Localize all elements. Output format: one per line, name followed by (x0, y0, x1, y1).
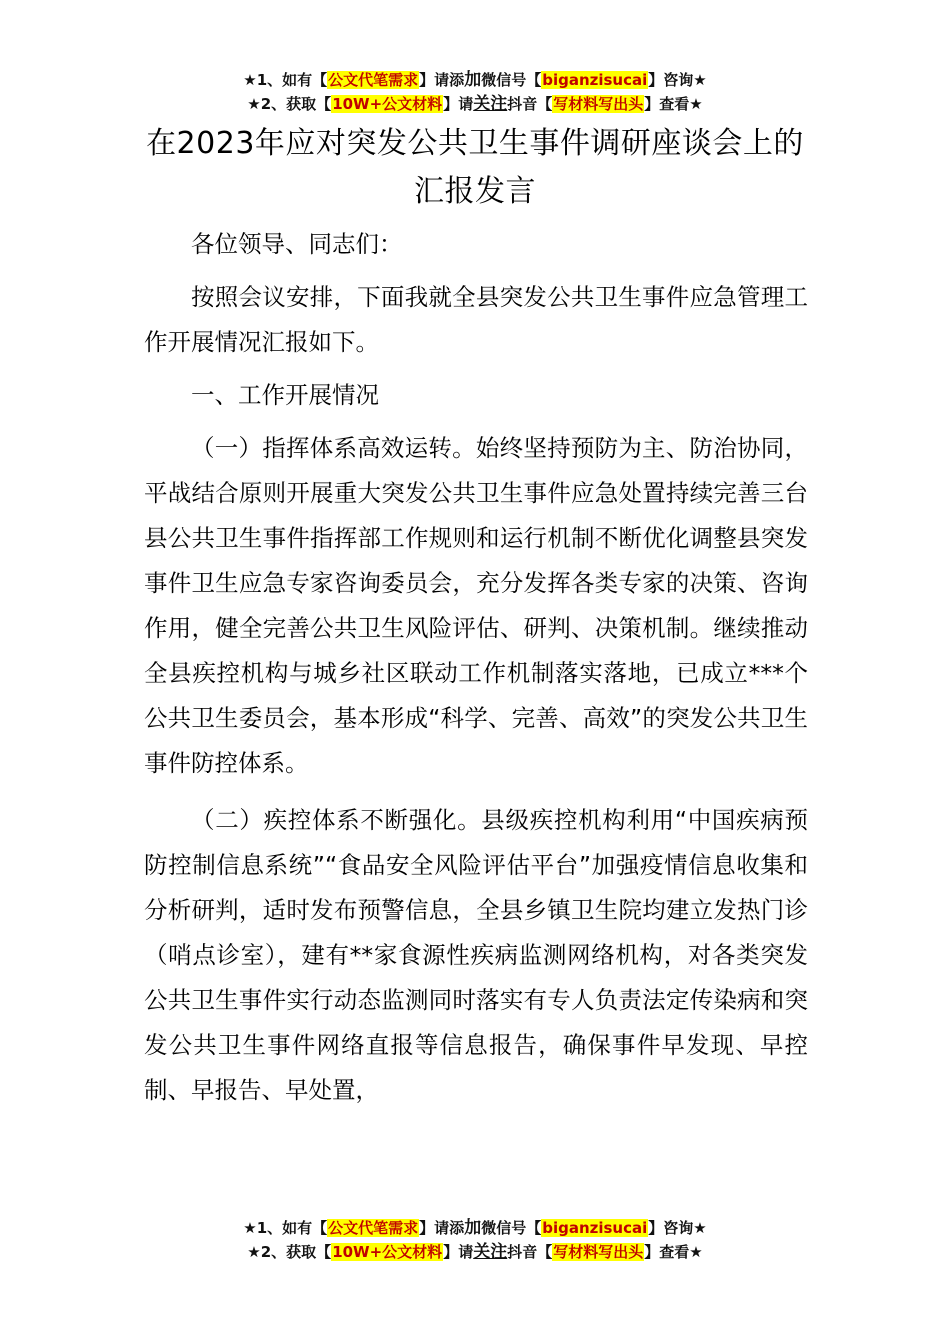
ad-text: 关注 (473, 1242, 508, 1262)
ad-text: 加 (464, 1218, 482, 1238)
paragraph-1: （一）指挥体系高效运转。始终坚持预防为主、防治协同，平战结合原则开展重大突发公共卫生事件应急处置持续完善三台县公共卫生事件指挥部工作规则和运行机制不断优化调整县突发事件卫生应急专家咨询委员会，充分发挥各类专家的决策、咨询作用，健全完善公共卫生风险评估、研判、决策机制。继续推动全县疾控机构与城乡社区联动工作机制落实落地，已成立***个公共卫生委员会，基本形成“科学、完善、高效”的突发公共卫生事件防控体系。 (144, 434, 808, 777)
ad-text: 】请 (443, 1243, 474, 1261)
ad-text: 加 (464, 70, 482, 90)
ad-text: 微信号【 (481, 71, 542, 89)
paragraph-2: （二）疾控体系不断强化。县级疾控机构利用“中国疾病预防控制信息系统”“食品安全风险评估平台”加强疫情信息收集和分析研判，适时发布预警信息，全县乡镇卫生院均建立发热门诊（哨点诊室），建有**家食源性疾病监测网络机构，对各类突发公共卫生事件实行动态监测同时落实有专人负责法定传染病和突发公共卫生事件网络直报等信息报告，确保事件早发现、早控制、早报告、早处置， (144, 806, 808, 1104)
ad-highlight: 公文代笔需求 (328, 71, 419, 89)
intro-paragraph: 按照会议安排，下面我就全县突发公共卫生事件应急管理工作开展情况汇报如下。 (144, 283, 808, 356)
document-body (144, 222, 808, 1113)
ad-text: 】请 (443, 95, 474, 113)
ad-wechat-id: biganzisucai (542, 1219, 648, 1237)
ad-text: 抖音【 (507, 95, 553, 113)
ad-text: 关注 (473, 94, 508, 114)
ad-text: 】请添 (419, 1219, 465, 1237)
footer-ad-line-2 (0, 1240, 950, 1264)
ad-text: 微信号【 (481, 1219, 542, 1237)
ad-highlight: 10W+公文材料 (332, 95, 443, 113)
ad-highlight: 10W+公文材料 (332, 1243, 443, 1261)
ad-text: ★1、如有【 (243, 71, 328, 89)
header-ad-line-1 (0, 68, 950, 92)
ad-douyin-id: 写材料写出头 (553, 95, 644, 113)
header-ad (0, 68, 950, 116)
salutation: 各位领导、同志们： (191, 230, 403, 258)
ad-text: 】查看★ (644, 1243, 703, 1261)
ad-text: ★2、获取【 (247, 1243, 332, 1261)
section-heading: 一、工作开展情况 (191, 381, 379, 409)
ad-highlight: 公文代笔需求 (328, 1219, 419, 1237)
document-title: 在2023年应对突发公共卫生事件调研座谈会上的汇报发言 (146, 126, 804, 209)
footer-ad-line-1 (0, 1216, 950, 1240)
ad-text: ★1、如有【 (243, 1219, 328, 1237)
ad-text: 】咨询★ (648, 1219, 707, 1237)
ad-wechat-id: biganzisucai (542, 71, 648, 89)
ad-douyin-id: 写材料写出头 (553, 1243, 644, 1261)
ad-text: ★2、获取【 (247, 95, 332, 113)
ad-text: 】请添 (419, 71, 465, 89)
ad-text: 】咨询★ (648, 71, 707, 89)
ad-text: 】查看★ (644, 95, 703, 113)
footer-ad (0, 1216, 950, 1264)
ad-text: 抖音【 (507, 1243, 553, 1261)
header-ad-line-2 (0, 92, 950, 116)
